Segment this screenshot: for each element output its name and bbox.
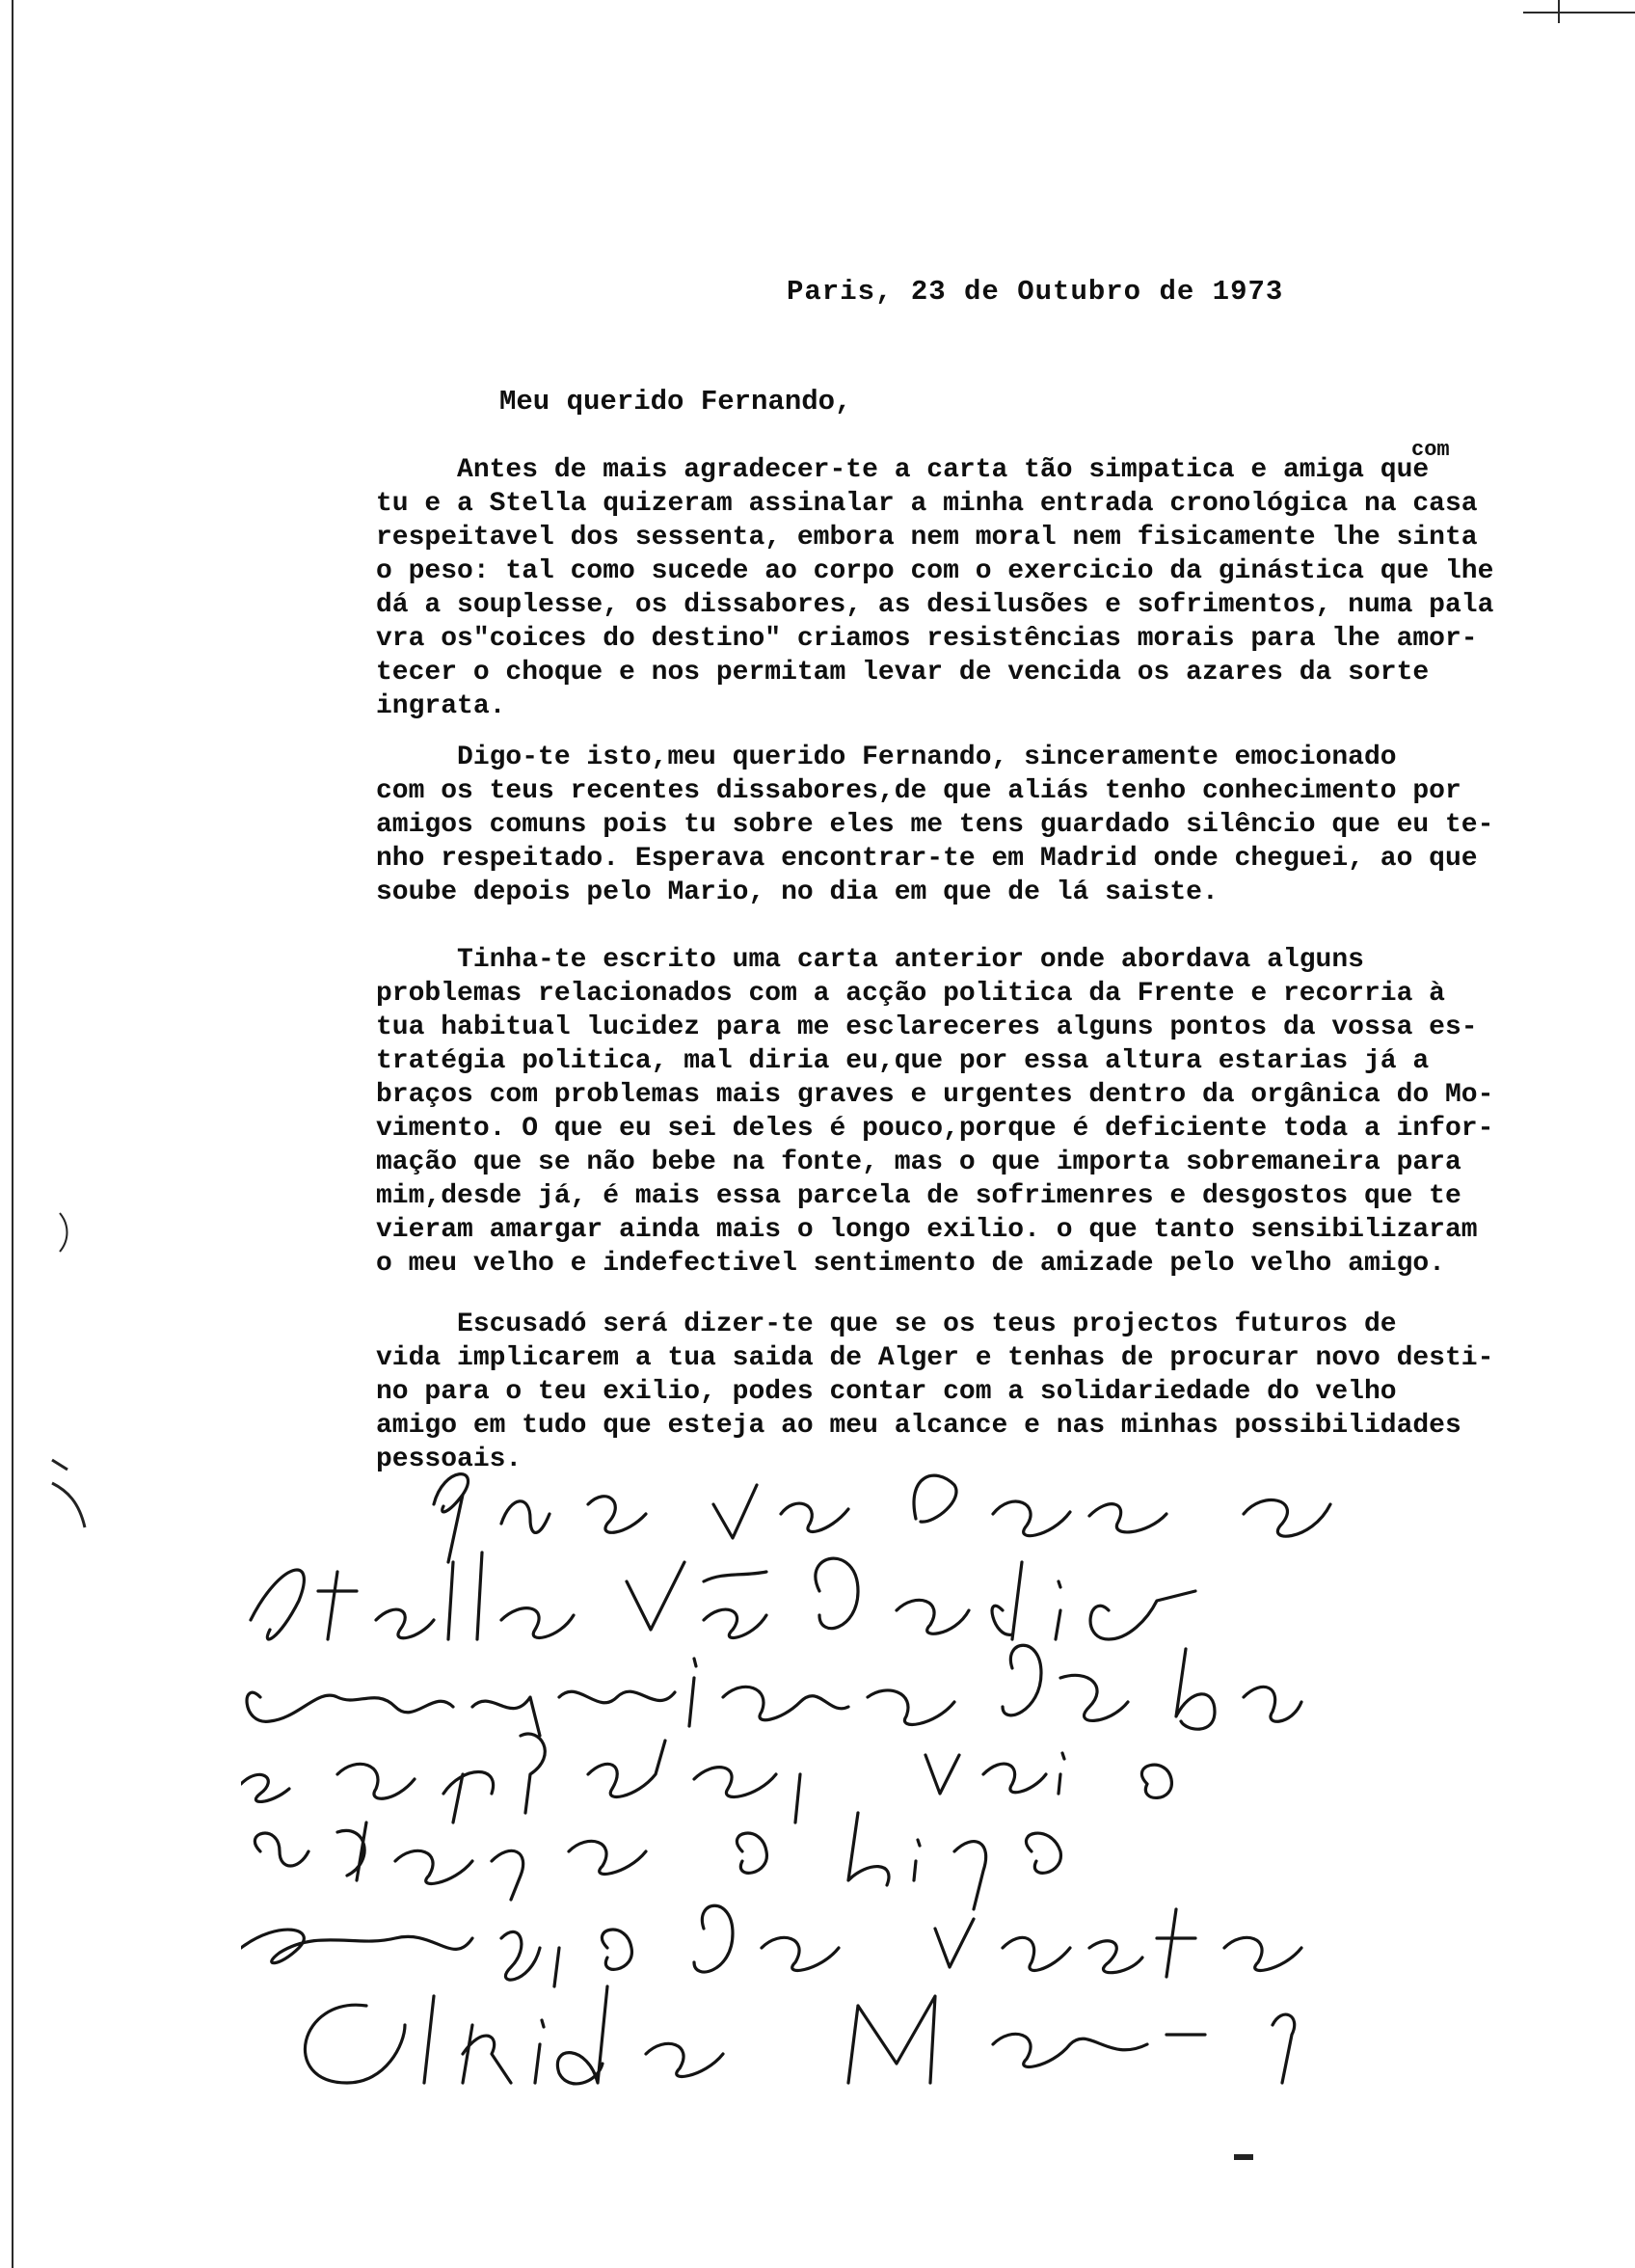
paragraph-line: com os teus recentes dissabores,de que aliás tenho conhecimento por	[376, 776, 1461, 806]
paragraph-line: vieram amargar ainda mais o longo exilio. o que tanto sensibilizaram	[376, 1215, 1478, 1245]
page-corner-line	[1523, 12, 1635, 14]
letter-salutation: Meu querido Fernando,	[499, 386, 852, 418]
paragraph-line: Tinha-te escrito uma carta anterior onde abordava alguns	[376, 945, 1364, 975]
paragraph-line: vimento. O que eu sei deles é pouco,porque é deficiente toda a infor-	[376, 1114, 1494, 1144]
paragraph-line: vida implicarem a tua saida de Alger e tenhas de procurar novo desti-	[376, 1343, 1494, 1373]
paragraph-line: vra os"coices do destino" criamos resistências morais para lhe amor-	[376, 624, 1478, 654]
paragraph-line: respeitavel dos sessenta, embora nem moral nem fisicamente lhe sinta	[376, 523, 1478, 553]
paragraph-line: tecer o choque e nos permitam levar de vencida os azares da sorte	[376, 658, 1430, 688]
paragraph-line: soube depois pelo Mario, no dia em que de lá saiste.	[376, 878, 1219, 907]
paragraph-line: tua habitual lucidez para me esclareceres alguns pontos da vossa es-	[376, 1012, 1478, 1042]
letter-dateline: Paris, 23 de Outubro de 1973	[787, 276, 1284, 308]
paragraph-1	[376, 453, 1552, 723]
paragraph-line: o meu velho e indefectivel sentimento de amizade pelo velho amigo.	[376, 1249, 1445, 1279]
paragraph-line: mação que se não bebe na fonte, mas o que importa sobremaneira para	[376, 1148, 1461, 1177]
margin-bracket-mark	[56, 1209, 75, 1256]
paragraph-line: tratégia politica, mal diria eu,que por essa altura estarias já a	[376, 1046, 1430, 1076]
paragraph-line: Antes de mais agradecer-te a carta tão simpatica e amiga que	[376, 455, 1430, 485]
paragraph-line: braços com problemas mais graves e urgentes dentro da orgânica do Mo-	[376, 1080, 1494, 1110]
margin-tick-mark	[50, 1456, 89, 1533]
paragraph-line: amigo em tudo que esteja ao meu alcance e nas minhas possibilidades	[376, 1411, 1461, 1441]
paragraph-line: ingrata.	[376, 691, 506, 721]
paragraph-line: no para o teu exilio, podes contar com a solidariedade do velho	[376, 1377, 1397, 1407]
page-edge-left	[12, 0, 13, 2268]
paragraph-line: o peso: tal como sucede ao corpo com o exercicio da ginástica que lhe	[376, 556, 1494, 586]
paragraph-line: amigos comuns pois tu sobre eles me tens guardado silêncio que eu te-	[376, 810, 1494, 840]
paragraph-line: nho respeitado. Esperava encontrar-te em Madrid onde cheguei, ao que	[376, 844, 1478, 874]
paragraph-line: Digo-te isto,meu querido Fernando, sinceramente emocionado	[376, 742, 1397, 772]
paragraph-line: Escusadó será dizer-te que se os teus projectos futuros de	[376, 1310, 1397, 1339]
paragraph-line: mim,desde já, é mais essa parcela de sofrimenres e desgostos que te	[376, 1181, 1461, 1211]
paragraph-2	[376, 741, 1552, 909]
paragraph-line: pessoais.	[376, 1444, 523, 1474]
paragraph-line: dá a souplesse, os dissabores, as desilusões e sofrimentos, numa pala	[376, 590, 1494, 620]
paragraph-line: problemas relacionados com a acção politica da Frente e recorria à	[376, 979, 1445, 1009]
handwritten-insertion: com	[1411, 438, 1450, 462]
paragraph-line: tu e a Stella quizeram assinalar a minha entrada cronológica na casa	[376, 489, 1478, 519]
paragraph-3	[376, 943, 1552, 1281]
page-corner-tick	[1558, 0, 1560, 23]
handwritten-signature	[241, 1446, 1523, 2121]
stray-dash-mark	[1234, 2154, 1253, 2160]
